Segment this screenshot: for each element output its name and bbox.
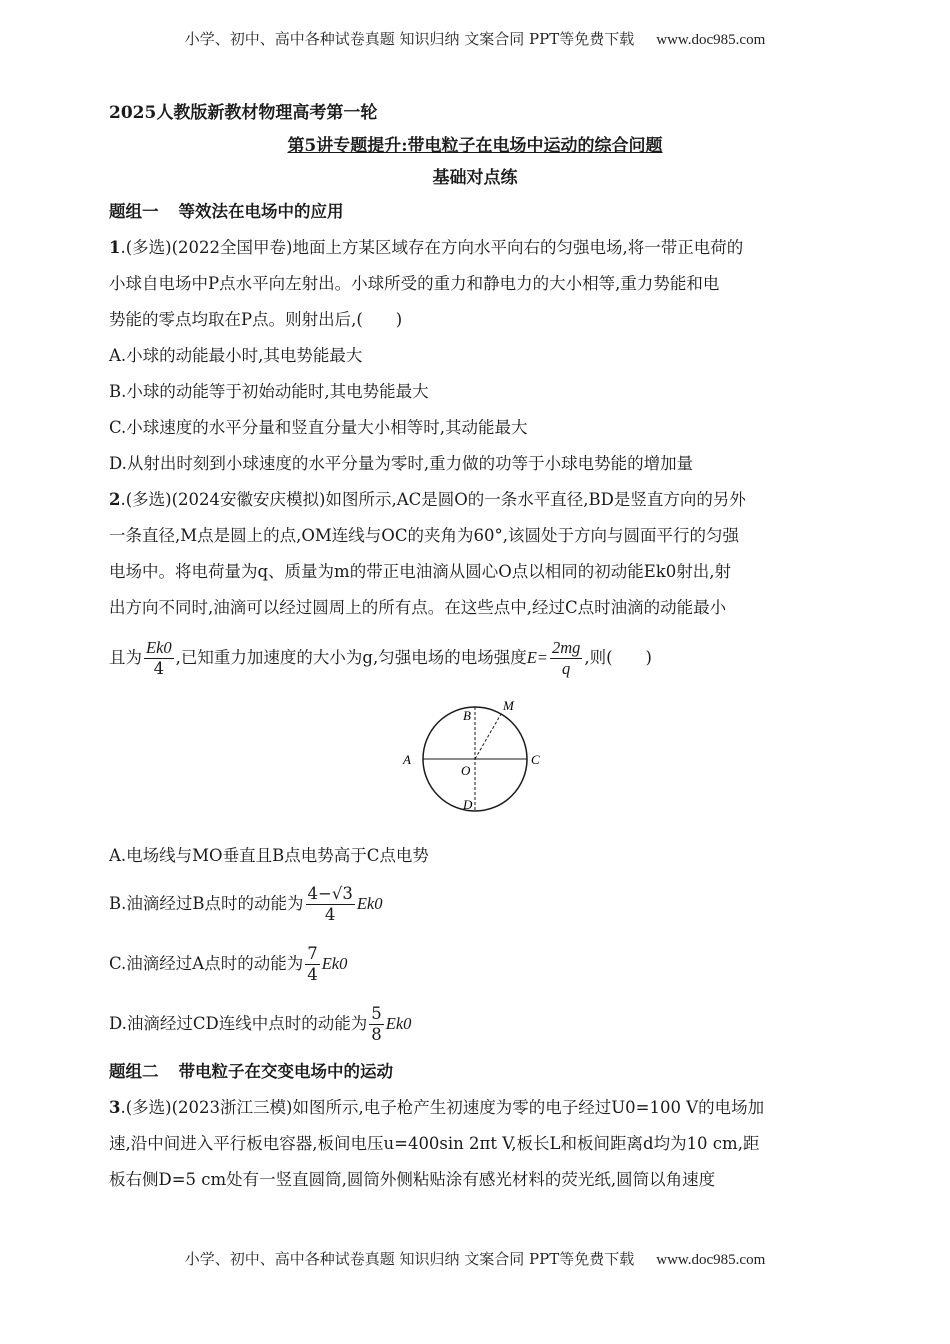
label-d: D [463,797,473,812]
label-o: O [461,763,471,778]
header-text: 小学、初中、高中各种试卷真题 知识归纳 文案合同 PPT等免费下载 [184,30,635,48]
q1-line-1: 1.(多选)(2022全国甲卷)地面上方某区域存在方向水平向右的匀强电场,将一带正电荷的 [109,238,744,257]
q2-line-5: 且为 $\frac{Ek0}{4}$ ,已知重力加速度的大小为g,匀强电场的电场强度E= $\frac{2mg}{q}$ ,则( ) [109,638,652,678]
q2-option-c: C.油滴经过A点时的动能为 $\frac{7}{4}$ Ek0 [109,944,348,984]
q1-option-d: D.从射出时刻到小球速度的水平分量为零时,重力做的功等于小球电势能的增加量 [109,454,694,473]
q1-line-2: 小球自电场中P点水平向左射出。小球所受的重力和静电力的大小相等,重力势能和电 [109,274,720,293]
circle-figure [109,694,841,828]
label-b: B [463,708,471,723]
label-c: C [531,752,540,767]
q3-line-2: 速,沿中间进入平行板电容器,板间电压u=400sin 2πt V,板长L和板间距离d均为10 cm,距 [109,1134,760,1153]
q2-line-3: 电场中。将电荷量为q、质量为m的带正电油滴从圆心O点以相同的初动能Ek0射出,射 [109,562,732,581]
q3-line-3: 板右侧D=5 cm处有一竖直圆筒,圆筒外侧粘贴涂有感光材料的荧光纸,圆筒以角速度 [109,1170,716,1189]
question-2 [109,482,841,1054]
page-header [0,28,950,49]
page-footer [0,1248,950,1269]
question-1 [109,230,841,482]
section-title: 基础对点练 [432,168,518,188]
document-body [109,96,841,1198]
q1-option-b: B.小球的动能等于初始动能时,其电势能最大 [109,382,429,401]
q1-option-c: C.小球速度的水平分量和竖直分量大小相等时,其动能最大 [109,418,528,437]
q2-line-2: 一条直径,M点是圆上的点,OM连线与OC的夹角为60°,该圆处于方向与圆面平行的匀强 [109,526,739,545]
footer-text: 小学、初中、高中各种试卷真题 知识归纳 文案合同 PPT等免费下载 [184,1250,635,1268]
ek0-over-4: $\frac{Ek0}{4}$ [146,638,172,678]
q2-line-4: 出方向不同时,油滴可以经过圆周上的所有点。在这些点中,经过C点时油滴的动能最小 [109,598,727,617]
footer-site[interactable]: www.doc985.com [656,1252,766,1268]
q1-option-a: A.小球的动能最小时,其电势能最大 [109,346,363,365]
q2-option-a: A.电场线与MO垂直且B点电势高于C点电势 [109,846,429,865]
q1-line-3: 势能的零点均取在P点。则射出后,( ) [109,310,403,329]
lecture-title: 第5讲专题提升:带电粒子在电场中运动的综合问题 [287,136,663,156]
label-a: A [403,752,411,767]
group-2-heading: 题组二 带电粒子在交变电场中的运动 [109,1062,393,1081]
q2-option-d: D.油滴经过CD连线中点时的动能为 $\frac{5}{8}$ Ek0 [109,1004,412,1044]
q2-line-1: 2.(多选)(2024安徽安庆模拟)如图所示,AC是圆O的一条水平直径,BD是竖直方向的另外 [109,490,746,509]
field-fraction: $\frac{2mg}{q}$ [551,638,581,678]
group-1-heading: 题组一 等效法在电场中的应用 [109,202,344,221]
series-title: 2025人教版新教材物理高考第一轮 [109,103,378,123]
question-3 [109,1090,841,1198]
header-site[interactable]: www.doc985.com [656,32,766,48]
q3-line-1: 3.(多选)(2023浙江三模)如图所示,电子枪产生初速度为零的电子经过U0=100 V的电场加 [109,1098,765,1117]
segment-om [475,714,501,759]
label-m: M [503,698,514,713]
circle-diagram [395,694,555,824]
q2-option-b: B.油滴经过B点时的动能为 $\frac{4-√3}{4}$ Ek0 [109,884,383,924]
